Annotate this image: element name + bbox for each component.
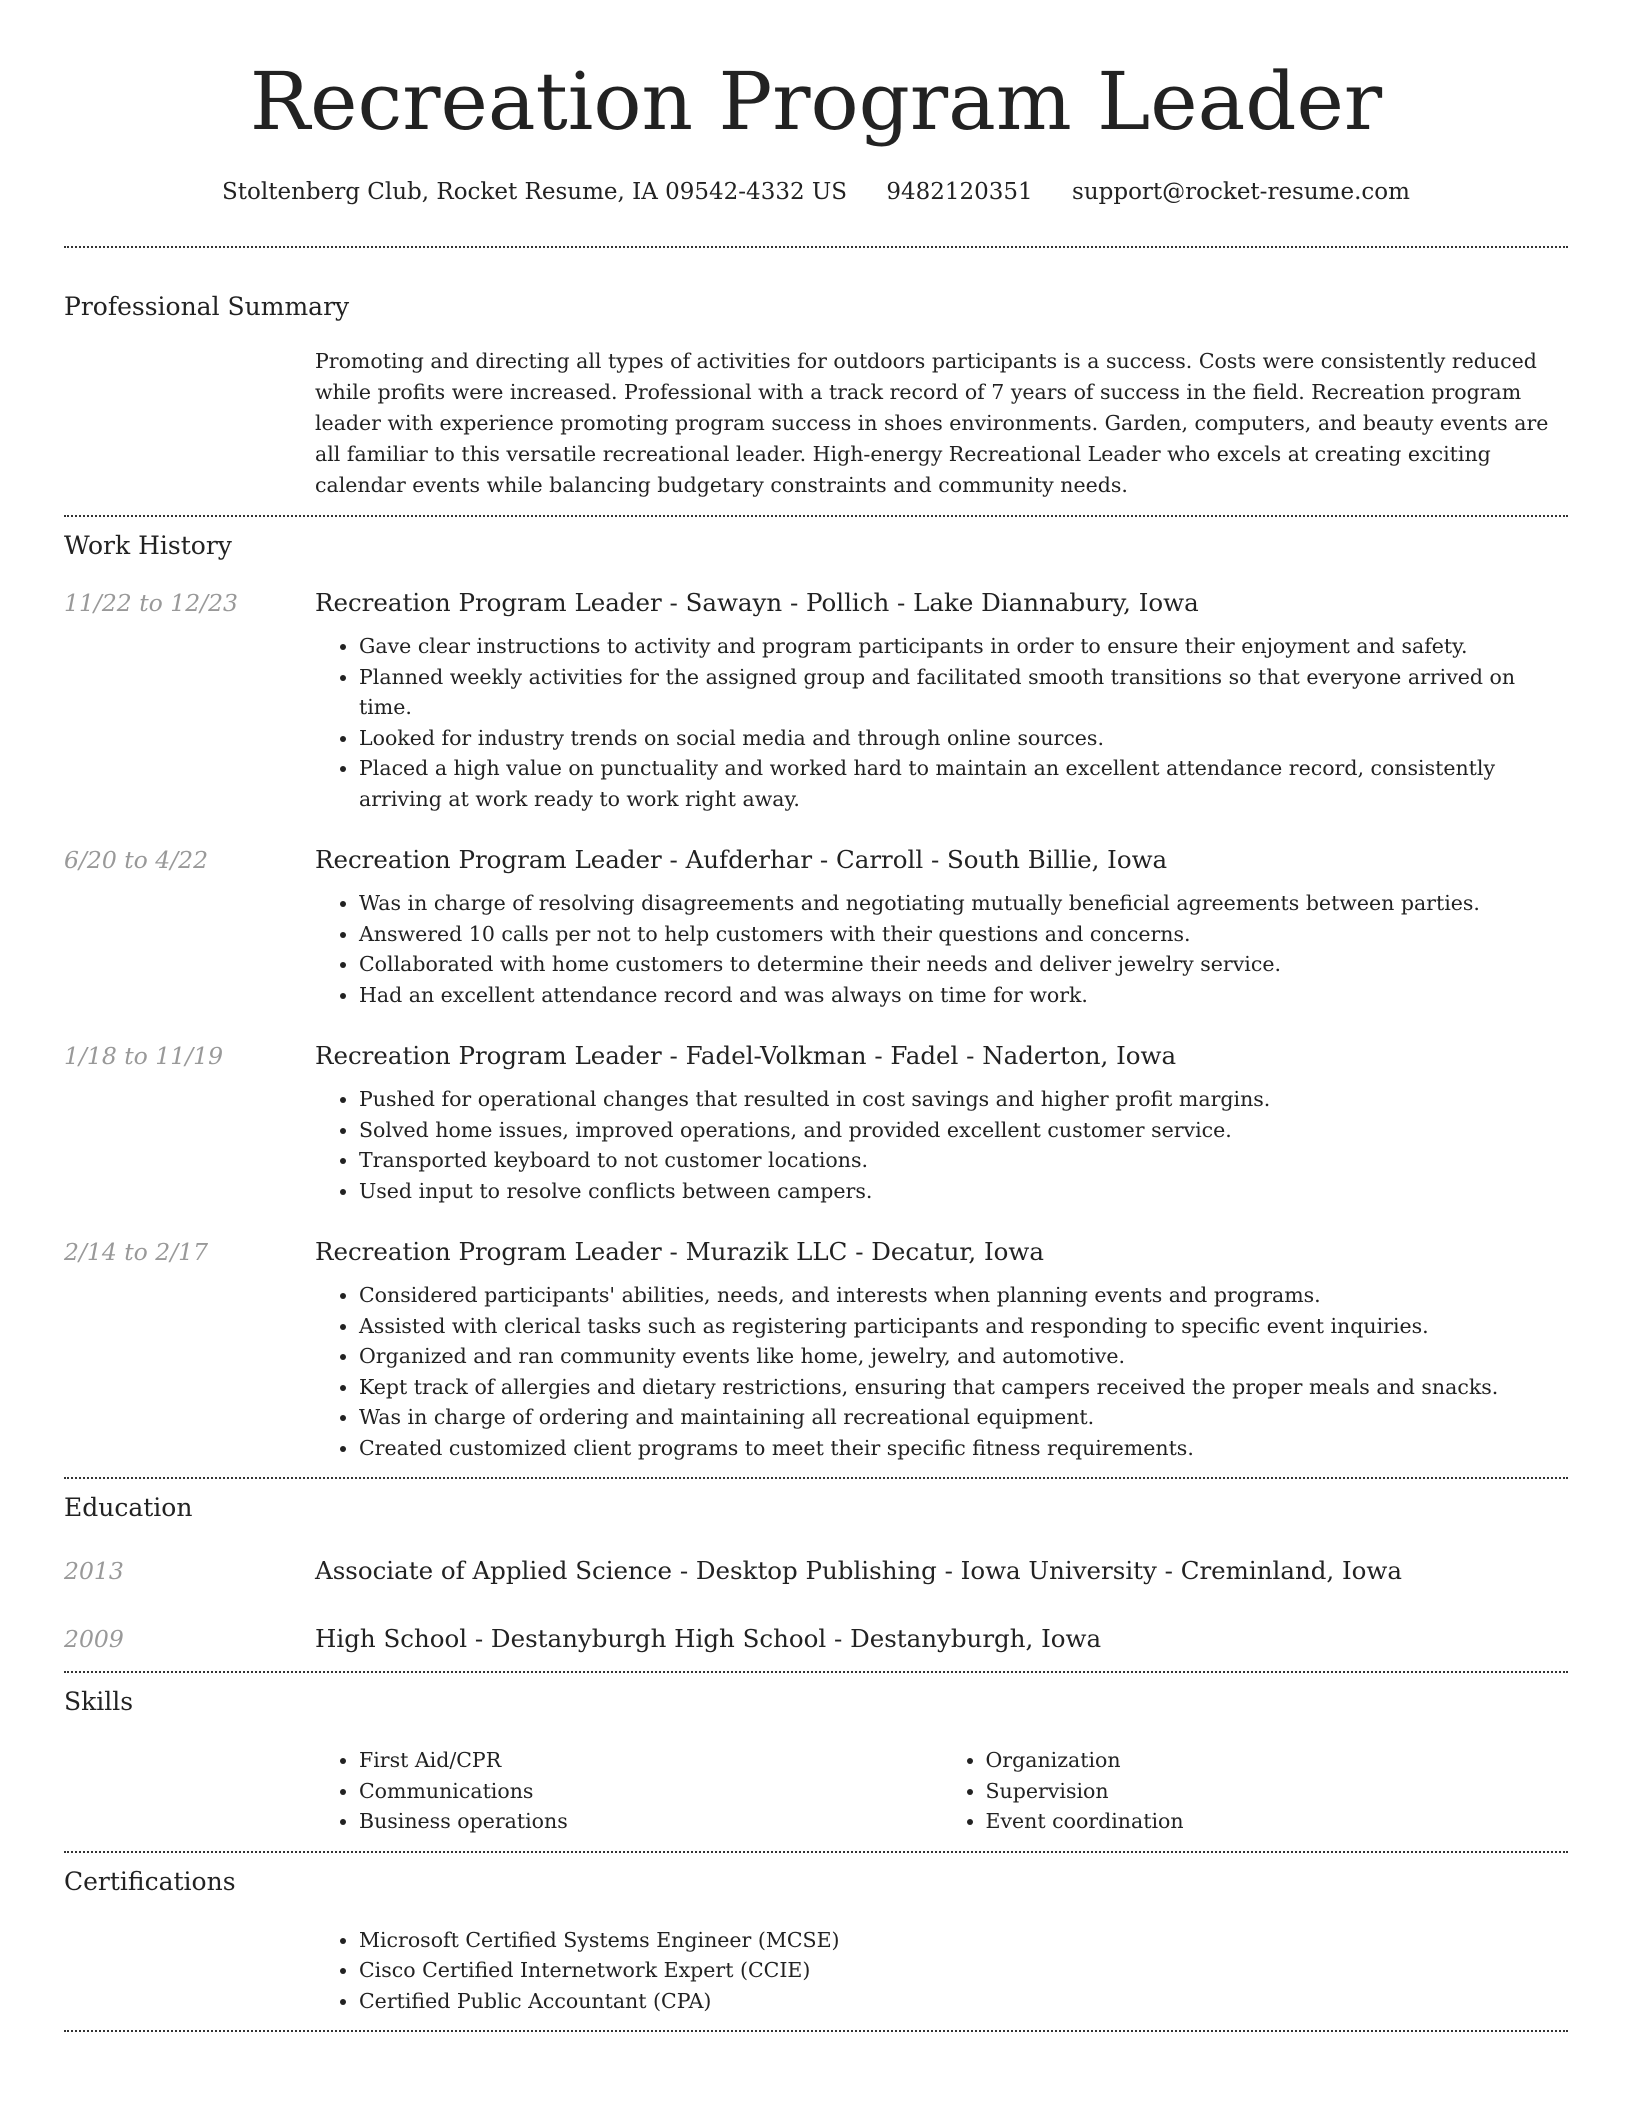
job-bullet: • Assisted with clerical tasks such as registering participants and responding to specific event inquiries. — [359, 1311, 1568, 1342]
job-bullet: • Created customized client programs to meet their specific fitness requirements. — [359, 1433, 1568, 1464]
skill-item: • Organization — [986, 1745, 1569, 1776]
certifications-list — [315, 1925, 1568, 2017]
certification-item: • Microsoft Certified Systems Engineer (MCSE) — [359, 1925, 1568, 1956]
job-content — [315, 842, 1568, 1010]
job-bullet: • Kept track of allergies and dietary restrictions, ensuring that campers received the proper meals and snacks. — [359, 1372, 1568, 1403]
skills-column — [315, 1745, 942, 1837]
job-bullet: • Pushed for operational changes that resulted in cost savings and higher profit margins. — [359, 1084, 1568, 1115]
job-bullet: • Used input to resolve conflicts between campers. — [359, 1176, 1568, 1207]
section-divider — [64, 1477, 1568, 1479]
section-divider — [64, 2030, 1568, 2032]
job-bullet: • Transported keyboard to not customer locations. — [359, 1145, 1568, 1176]
contact-address: Stoltenberg Club, Rocket Resume, IA 09542-4332 US — [222, 179, 848, 205]
job-dates: 1/18 to 11/19 — [64, 1042, 224, 1070]
job-bullets — [315, 1084, 1568, 1206]
education-degree: Associate of Applied Science - Desktop Publishing - Iowa University - Creminland, Iowa — [315, 1556, 1402, 1585]
work-history-section — [64, 529, 1568, 1477]
job-title: Recreation Program Leader - Fadel-Volkman - Fadel - Naderton, Iowa — [315, 1041, 1177, 1070]
certification-item: • Certified Public Accountant (CPA) — [359, 1986, 1568, 2017]
job-dates: 2/14 to 2/17 — [64, 1238, 209, 1266]
education-year: 2009 — [64, 1625, 124, 1653]
education-section — [64, 1491, 1568, 1657]
job-bullets — [315, 1280, 1568, 1463]
section-divider — [64, 1671, 1568, 1673]
skill-item: • First Aid/CPR — [359, 1745, 942, 1776]
skills-heading: Skills — [64, 1687, 134, 1716]
summary-section — [64, 290, 1568, 501]
job-bullet: • Planned weekly activities for the assigned group and facilitated smooth transitions so that everyone arrived on time. — [359, 662, 1568, 723]
section-divider — [64, 515, 1568, 517]
contact-line — [64, 176, 1568, 208]
certifications-heading: Certifications — [64, 1866, 236, 1896]
job-entry — [64, 1038, 1568, 1206]
job-bullets — [315, 631, 1568, 814]
certifications-list-wrap — [315, 1925, 1568, 2017]
job-content — [315, 1234, 1568, 1477]
job-title: Recreation Program Leader - Aufderhar - Carroll - South Billie, Iowa — [315, 845, 1168, 874]
job-bullet: • Solved home issues, improved operations, and provided excellent customer service. — [359, 1115, 1568, 1146]
job-bullet: • Was in charge of resolving disagreements and negotiating mutually beneficial agreements between parties. — [359, 888, 1568, 919]
job-bullet: • Had an excellent attendance record and was always on time for work. — [359, 980, 1568, 1011]
education-entry — [64, 1553, 1568, 1589]
education-heading: Education — [64, 1493, 193, 1522]
summary-text: Promoting and directing all types of activities for outdoors participants is a success. Costs were consistently reduced while profits were increased. Professional with a track record of 7 years of success in the field. Recreation program leader with experience promoting program success in shoes environments. Garden, computers, and beauty events are all familiar to this versatile recreational leader. High-energy Recreational Leader who excels at creating exciting calendar events while balancing budgetary constraints and community needs. — [315, 349, 1549, 497]
section-divider — [64, 246, 1568, 248]
summary-heading: Professional Summary — [64, 292, 350, 321]
skill-item: • Event coordination — [986, 1806, 1569, 1837]
resume-name: Recreation Program Leader — [249, 55, 1383, 148]
skills-column — [942, 1745, 1569, 1837]
job-bullet: • Looked for industry trends on social media and through online sources. — [359, 723, 1568, 754]
certification-item: • Cisco Certified Internetwork Expert (CCIE) — [359, 1955, 1568, 1986]
job-dates: 6/20 to 4/22 — [64, 846, 209, 874]
job-bullet: • Considered participants' abilities, needs, and interests when planning events and programs. — [359, 1280, 1568, 1311]
education-year: 2013 — [64, 1557, 124, 1585]
job-entry — [64, 842, 1568, 1010]
job-entry — [64, 1234, 1568, 1477]
job-title: Recreation Program Leader - Sawayn - Pollich - Lake Diannabury, Iowa — [315, 588, 1199, 617]
skills-grid — [315, 1745, 1568, 1837]
job-bullet: • Collaborated with home customers to determine their needs and deliver jewelry service. — [359, 949, 1568, 980]
skill-item: • Communications — [359, 1776, 942, 1807]
work-history-heading: Work History — [64, 531, 232, 560]
education-degree: High School - Destanyburgh High School - Destanyburgh, Iowa — [315, 1624, 1102, 1653]
job-bullet: • Was in charge of ordering and maintaining all recreational equipment. — [359, 1402, 1568, 1433]
job-bullet: • Gave clear instructions to activity and program participants in order to ensure their enjoyment and safety. — [359, 631, 1568, 662]
contact-phone: 9482120351 — [886, 179, 1033, 205]
education-entry — [64, 1621, 1568, 1657]
contact-email: support@rocket-resume.com — [1072, 179, 1410, 205]
skill-item: • Supervision — [986, 1776, 1569, 1807]
section-divider — [64, 1851, 1568, 1853]
job-bullets — [315, 888, 1568, 1010]
skill-item: • Business operations — [359, 1806, 942, 1837]
certifications-section — [64, 1865, 1568, 2017]
job-bullet: • Answered 10 calls per not to help customers with their questions and concerns. — [359, 919, 1568, 950]
job-content — [315, 585, 1568, 814]
job-entry — [64, 585, 1568, 814]
job-dates: 11/22 to 12/23 — [64, 589, 238, 617]
skills-section — [64, 1685, 1568, 1837]
job-bullet: • Organized and ran community events like home, jewelry, and automotive. — [359, 1341, 1568, 1372]
job-bullet: • Placed a high value on punctuality and worked hard to maintain an excellent attendance record, consistently arriving at work ready to work right away. — [359, 753, 1568, 814]
job-title: Recreation Program Leader - Murazik LLC - Decatur, Iowa — [315, 1237, 1044, 1266]
job-content — [315, 1038, 1568, 1206]
